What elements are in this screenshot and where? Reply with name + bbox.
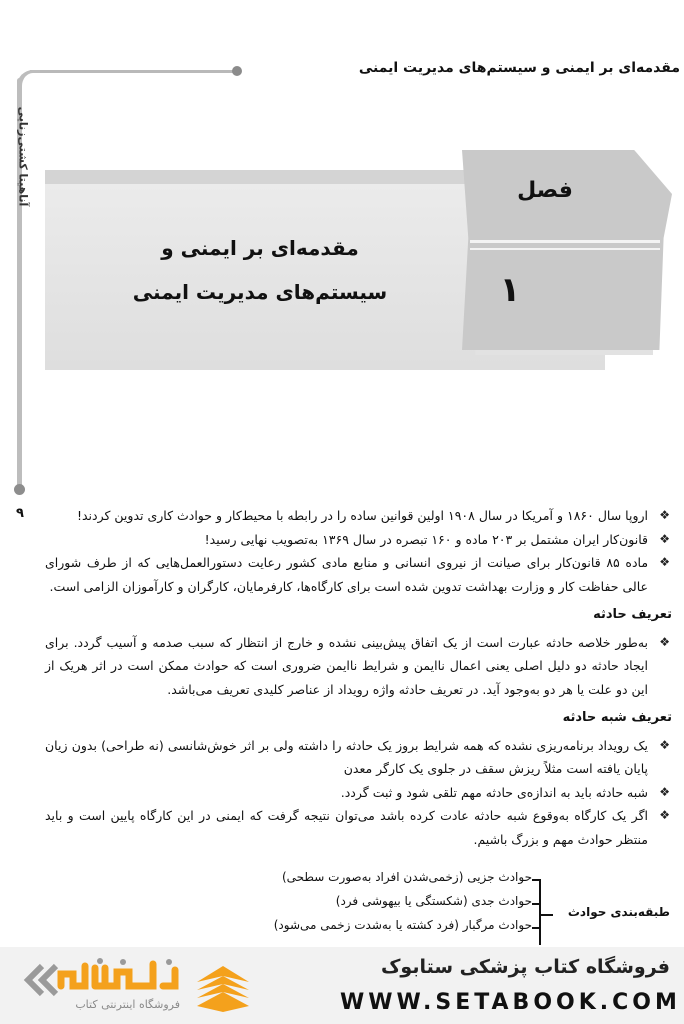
list-item [45,781,672,805]
author-name: آناهیتا کشتی‌زنایی [16,106,30,207]
diamond-bullet-icon: ❖ [659,737,670,752]
tree-connector [539,879,541,945]
list-item [45,551,672,598]
diamond-bullet-icon: ❖ [659,531,670,546]
chapter-title [110,226,410,314]
list-item-text: اروپا سال ۱۸۶۰ و آمریکا در سال ۱۹۰۸ اولین قوانین ساده را در رابطه با محیط‌کار و حوادث کاری تدوین کردند! [76,508,648,523]
chapter-number: ۱ [499,270,521,310]
list-item-text: قانون‌کار ایران مشتمل بر ۲۰۳ ماده و ۱۶۰ تبصره در سال ۱۳۶۹ به‌تصویب نهایی رسید! [204,531,648,547]
logo-tagline: فروشگاه اینترنتی کتاب [75,998,180,1011]
body-text [45,504,672,851]
diamond-bullet-icon: ❖ [659,784,670,799]
tree-connector [539,914,553,916]
classification-leaf: حوادث جزیی (زخمی‌شدن افراد به‌صورت سطحی) [282,870,532,884]
page-number: ۹ [16,506,24,521]
list-item-text: اگر یک کارگاه به‌وقوع شبه حادثه عادت کرده باشد می‌توان نتیجه گرفت که ایمنی در این کارگاه پایین است و باید منتظر حوادث مهم و بزرگ باشیم. [45,808,648,847]
list-item [45,804,672,851]
list-item [45,631,672,702]
footer-shop-name: فروشگاه کتاب پزشکی ستابوک [380,956,670,978]
diamond-bullet-icon: ❖ [659,508,670,522]
side-rail-dot-icon [14,484,25,495]
diamond-bullet-icon: ❖ [659,808,670,822]
chapter-label: فصل [517,178,573,203]
chapter-title-line: سیستم‌های مدیریت ایمنی [132,280,388,304]
chapter-title-line: مقدمه‌ای بر ایمنی و [161,236,359,260]
setabook-logo-icon [193,962,253,1016]
list-item-text: یک رویداد برنامه‌ریزی نشده که همه شرایط بروز یک حادثه را داشته ولی بر اثر خوش‌شانسی (نه طراحی) بدون زیان پایان یافته است مثلاً ریزش سقف در جلوی یک کارگر معدن [45,737,648,776]
header-rule [30,70,235,73]
list-item [45,734,672,781]
list-item [45,528,672,552]
tree-connector [532,903,541,905]
header-dot-icon [232,66,242,76]
classification-leaf: حوادث جدی (شکستگی یا بیهوشی فرد) [335,894,532,908]
footer-url[interactable]: WWW.SETABOOK.COM [340,990,681,1015]
list-item-text: به‌طور خلاصه حادثه عبارت است از یک اتفاق پیش‌بینی نشده و خارج از انتظار که سبب صدمه و آسیب گردد. برای ایجاد حادثه دو دلیل اصلی یعنی اعمال ناایمن و شرایط ناایمن ضروری است که حوادث ممکن است در اثر هریک از این دو علت یا هر دو به‌وجود آید. در تعریف حادثه واژه رویداد از عناصر کلیدی تعریف می‌باشد. [45,634,648,697]
tree-connector [532,879,541,881]
section-heading: تعریف شبه حادثه [562,710,672,725]
chapter-panel-divider [470,248,660,250]
running-title: مقدمه‌ای بر ایمنی و سیستم‌های مدیریت ایمنی [358,60,680,76]
classification-root: طبقه‌بندی حوادث [567,905,670,919]
setabook-wordmark-icon [55,956,180,996]
double-chevron-left-icon [20,962,60,998]
list-item-text: ماده ۸۵ قانون‌کار برای صیانت از نیروی انسانی و منابع مادی کشور رعایت دستورالعمل‌هایی که از طرف شورای عالی حفاظت کار و وزارت بهداشت تدوین شده است برای کارگاه‌ها، کارفرمایان، کارگران و کارآموزان الزامی است. [45,555,649,594]
list-item-text: شبه حادثه باید به اندازه‌ی حادثه مهم تلقی شود و ثبت گردد. [340,784,648,800]
diamond-bullet-icon: ❖ [659,634,670,649]
classification-leaf: حوادث مرگبار (فرد کشته یا به‌شدت زخمی می‌شود) [273,918,532,932]
tree-connector [532,927,541,929]
diamond-bullet-icon: ❖ [659,555,670,569]
section-heading: تعریف حادثه [593,607,672,622]
chapter-panel-divider [470,240,660,243]
list-item [45,504,672,528]
